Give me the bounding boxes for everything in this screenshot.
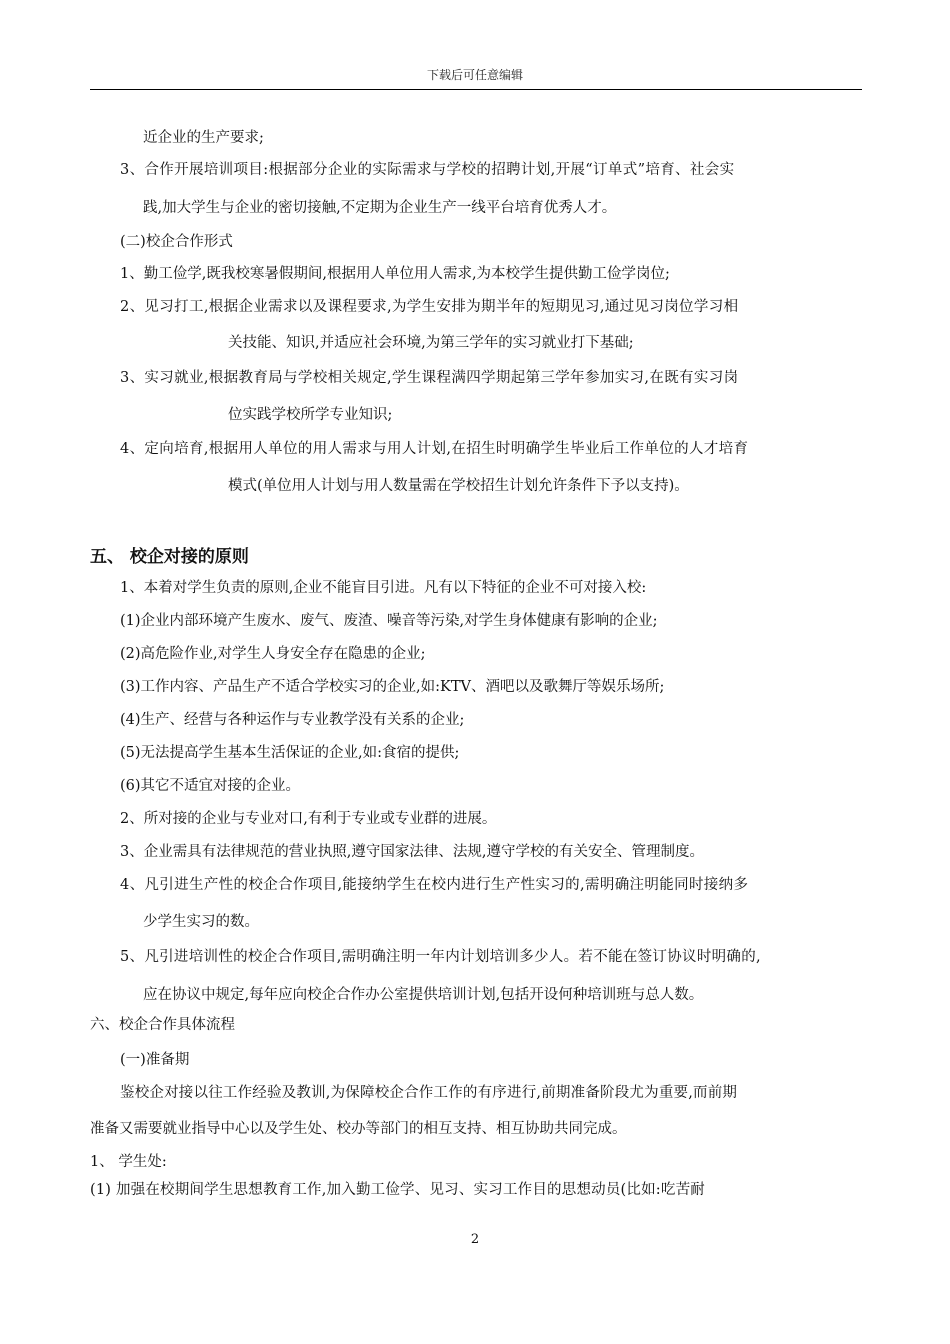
text-line: 2、所对接的企业与专业对口,有利于专业或专业群的进展。: [120, 811, 497, 827]
text-line: 4、定向培育,根据用人单位的用人需求与用人计划,在招生时明确学生毕业后工作单位的人才培育: [120, 441, 749, 457]
text-line: 准备又需要就业指导中心以及学生处、校办等部门的相互支持、相互协助共同完成。: [90, 1121, 627, 1137]
text-line: 六、校企合作具体流程: [90, 1017, 235, 1033]
text-line: (6)其它不适宜对接的企业。: [120, 778, 301, 794]
text-line: 3、合作开展培训项目:根据部分企业的实际需求与学校的招聘计划,开展“订单式”培育、社会实: [120, 162, 735, 178]
text-line: (2)高危险作业,对学生人身安全存在隐患的企业;: [120, 646, 426, 662]
text-line: 关技能、知识,并适应社会环境,为第三学年的实习就业打下基础;: [228, 335, 634, 351]
text-line: 3、企业需具有法律规范的营业执照,遵守国家法律、法规,遵守学校的有关安全、管理制度。: [120, 844, 704, 860]
text-line: 5、凡引进培训性的校企合作项目,需明确注明一年内计划培训多少人。若不能在签订协议时明确的,: [120, 949, 761, 965]
text-line: 1、本着对学生负责的原则,企业不能盲目引进。凡有以下特征的企业不可对接入校:: [120, 580, 647, 596]
text-line: (4)生产、经营与各种运作与专业教学没有关系的企业;: [120, 712, 465, 728]
text-line: 应在协议中规定,每年应向校企合作办公室提供培训计划,包括开设何种培训班与总人数。: [143, 987, 704, 1003]
text-line: 1、 学生处:: [90, 1154, 167, 1170]
header-rule: [90, 89, 862, 90]
text-line: (1) 加强在校期间学生思想教育工作,加入勤工俭学、见习、实习工作目的思想动员(比如:吃苦耐: [90, 1182, 705, 1198]
page-header: 下载后可任意编辑: [426, 68, 523, 82]
text-line: (3)工作内容、产品生产不适合学校实习的企业,如:KTV、酒吧以及歌舞厅等娱乐场所;: [120, 679, 665, 695]
text-line: (1)企业内部环境产生废水、废气、废渣、噪音等污染,对学生身体健康有影响的企业;: [120, 613, 658, 629]
text-line: (5)无法提高学生基本生活保证的企业,如:食宿的提供;: [120, 745, 460, 761]
text-line: 2、见习打工,根据企业需求以及课程要求,为学生安排为期半年的短期见习,通过见习岗位学习相: [120, 299, 739, 315]
page-number: 2: [470, 1232, 480, 1247]
text-line: 鉴校企对接以往工作经验及教训,为保障校企合作工作的有序进行,前期准备阶段尤为重要,而前期: [120, 1085, 738, 1101]
text-line: (二)校企合作形式: [120, 234, 233, 250]
text-line: 3、实习就业,根据教育局与学校相关规定,学生课程满四学期起第三学年参加实习,在既有实习岗: [120, 370, 739, 386]
text-line: 少学生实习的数。: [143, 914, 259, 930]
section-five-heading: 五、 校企对接的原则: [90, 547, 249, 567]
text-line: 模式(单位用人计划与用人数量需在学校招生计划允许条件下予以支持)。: [228, 478, 689, 494]
text-line: 践,加大学生与企业的密切接触,不定期为企业生产一线平台培育优秀人才。: [143, 200, 617, 216]
text-line: 4、凡引进生产性的校企合作项目,能接纳学生在校内进行生产性实习的,需明确注明能同时接纳多: [120, 877, 749, 893]
text-line: 1、勤工俭学,既我校寒暑假期间,根据用人单位用人需求,为本校学生提供勤工俭学岗位;: [120, 266, 670, 282]
text-line: 近企业的生产要求;: [143, 130, 264, 146]
text-line: 位实践学校所学专业知识;: [228, 407, 393, 423]
text-line: (一)准备期: [120, 1052, 190, 1068]
